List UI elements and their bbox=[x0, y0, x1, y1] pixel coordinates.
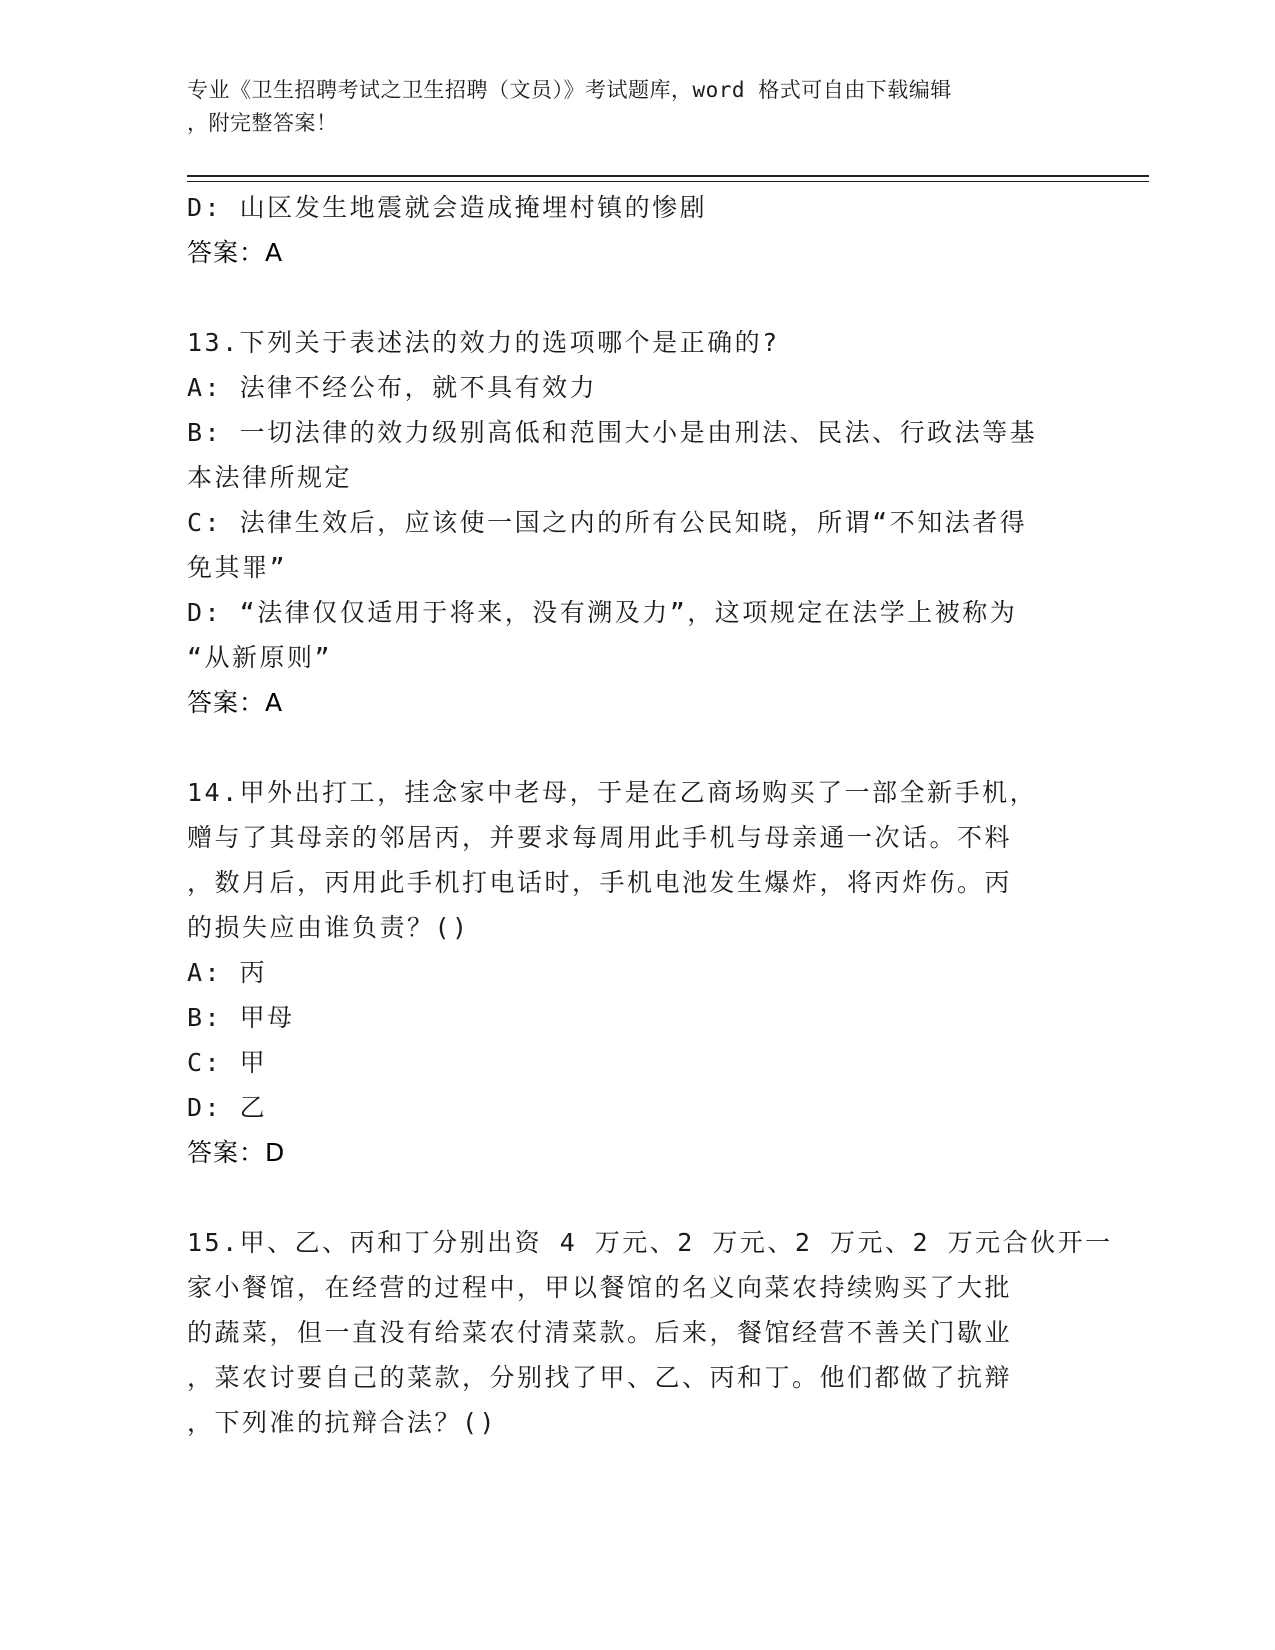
q14-stem-line4: 的损失应由谁负责？() bbox=[187, 913, 470, 942]
spacer bbox=[187, 1175, 1087, 1220]
q14-stem-line3: ，数月后，丙用此手机打电话时，手机电池发生爆炸，将丙炸伤。丙 bbox=[187, 868, 1013, 897]
header-line-2: ，附完整答案！ bbox=[187, 111, 338, 135]
q14-stem-line2: 赠与了其母亲的邻居丙，并要求每周用此手机与母亲通一次话。不料 bbox=[187, 823, 1013, 852]
question-content bbox=[187, 185, 1113, 1445]
q15-stem-line5: ，下列准的抗辩合法？() bbox=[187, 1408, 498, 1437]
spacer bbox=[187, 275, 1087, 320]
q15-stem-line4: ，菜农讨要自己的菜款，分别找了甲、乙、丙和丁。他们都做了抗辩 bbox=[187, 1363, 1013, 1392]
q15-stem-line2: 家小餐馆，在经营的过程中，甲以餐馆的名义向菜农持续购买了大批 bbox=[187, 1273, 1013, 1302]
q14-option-b: B: 甲母 bbox=[187, 1003, 295, 1032]
q14-option-a: A: 丙 bbox=[187, 958, 268, 987]
q15-stem-line1: 15.甲、乙、丙和丁分别出资 4 万元、2 万元、2 万元、2 万元合伙开一 bbox=[187, 1228, 1113, 1257]
header-line-1: 专业《卫生招聘考试之卫生招聘（文员）》考试题库，word 格式可自由下载编辑 bbox=[187, 78, 952, 102]
q13-stem: 13.下列关于表述法的效力的选项哪个是正确的? bbox=[187, 328, 780, 357]
q13-option-b-line1: B: 一切法律的效力级别高低和范围大小是由刑法、民法、行政法等基 bbox=[187, 418, 1038, 447]
page-header bbox=[187, 74, 1067, 140]
q12-option-d: D: 山区发生地震就会造成掩埋村镇的惨剧 bbox=[187, 193, 708, 222]
q13-option-d-line1: D: “法律仅仅适用于将来，没有溯及力”，这项规定在法学上被称为 bbox=[187, 598, 1018, 627]
q13-answer: 答案：A bbox=[187, 688, 284, 717]
q13-option-c-line1: C: 法律生效后，应该使一国之内的所有公民知晓，所谓“不知法者得 bbox=[187, 508, 1028, 537]
q14-stem-line1: 14.甲外出打工，挂念家中老母，于是在乙商场购买了一部全新手机， bbox=[187, 778, 1038, 807]
q13-option-d-line2: “从新原则” bbox=[187, 643, 333, 672]
q14-option-d: D: 乙 bbox=[187, 1093, 268, 1122]
q13-option-b-line2: 本法律所规定 bbox=[187, 463, 353, 492]
q13-option-c-line2: 免其罪” bbox=[187, 553, 288, 582]
header-divider-thick bbox=[187, 175, 1149, 177]
header-divider-thin bbox=[187, 181, 1149, 182]
q13-option-a: A: 法律不经公布，就不具有效力 bbox=[187, 373, 598, 402]
q15-stem-line3: 的蔬菜，但一直没有给菜农付清菜款。后来，餐馆经营不善关门歇业 bbox=[187, 1318, 1013, 1347]
q14-answer: 答案：D bbox=[187, 1138, 286, 1167]
q14-option-c: C: 甲 bbox=[187, 1048, 268, 1077]
spacer bbox=[187, 725, 1087, 770]
q12-answer: 答案：A bbox=[187, 238, 284, 267]
